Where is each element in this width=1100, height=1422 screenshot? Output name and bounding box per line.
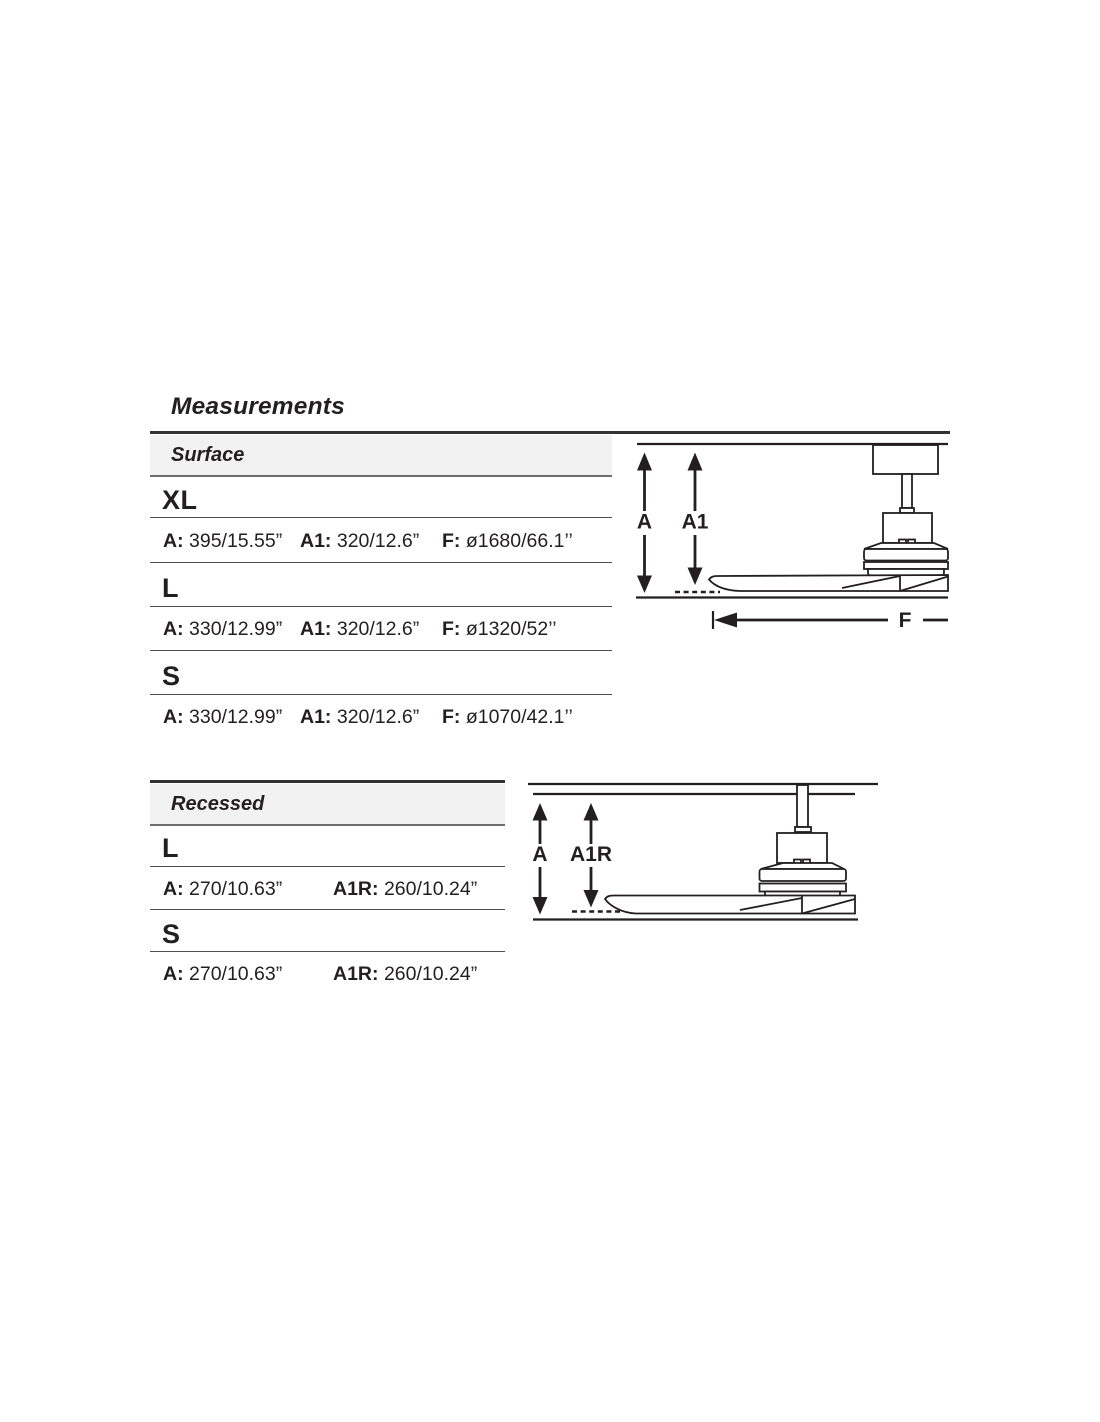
measure-pair [163,877,333,901]
divider [150,562,612,563]
measure-key: A1: [300,530,332,552]
arrow-up-icon [688,453,703,471]
size-label-s-recessed: S [162,919,181,949]
fan-drawing [605,785,855,914]
measure-key: A: [163,530,184,552]
fan-downrod [797,785,808,827]
measure-pair [442,529,573,553]
measure-key: F: [442,618,461,640]
recessed-table-header [150,784,505,824]
measure-value: ø1070/42.1’’ [465,706,573,728]
fan-blade [709,575,948,591]
size-label-xl: XL [162,485,198,515]
arrow-up-icon [637,453,652,471]
recessed-header-label: Recessed [171,792,265,815]
measure-value: 320/12.6” [336,618,420,640]
arrow-left-icon [714,613,737,628]
rotor-housing-band [760,869,847,881]
surface-header-label: Surface [171,443,245,466]
measure-pair [333,962,477,986]
measure-pair [163,529,300,553]
measure-pair [163,705,300,729]
divider [150,650,612,651]
dimension-arrow-a1 [682,453,709,586]
dimension-label-a: A [532,843,548,866]
measure-key: A1: [300,618,332,640]
measure-value: 330/12.99” [189,706,283,728]
measure-pair [442,705,573,729]
dimension-label-a1: A1 [681,510,709,534]
divider [150,909,505,910]
measure-value: 270/10.63” [189,878,283,900]
dimension-arrow-a1r [570,803,612,908]
measurement-row-l-recessed [163,877,477,901]
dimension-arrow-f [713,609,948,632]
measure-key: F: [442,530,461,552]
measure-value: 260/10.24” [383,963,478,985]
dimension-label-f: F [898,609,912,632]
rotor-housing-band [864,549,948,561]
measurement-row-s [163,705,573,729]
fan-drawing [709,445,948,591]
page-title: Measurements [171,393,345,420]
measure-key: F: [442,706,461,728]
measure-pair [333,877,477,901]
surface-diagram [610,425,955,647]
fan-motor [777,833,827,863]
dimension-arrow-a [532,803,547,915]
rotor-flange [864,543,948,549]
measurement-row-l [163,617,557,641]
divider [150,694,612,695]
arrow-down-icon [688,568,703,586]
divider [150,517,612,518]
measure-key: A1R: [333,963,379,985]
rotor-housing-band [760,884,847,892]
measure-key: A: [163,963,184,985]
measure-value: ø1320/52’’ [465,618,557,640]
measure-value: 270/10.63” [189,963,283,985]
measure-value: 260/10.24” [383,878,478,900]
measure-value: ø1680/66.1’’ [465,530,573,552]
measure-key: A1R: [333,878,379,900]
arrow-down-icon [533,897,548,915]
arrow-down-icon [584,890,599,908]
arrow-up-icon [533,803,548,821]
divider [150,951,505,952]
measure-value: 320/12.6” [336,530,420,552]
rotor-housing-band [864,562,948,569]
measure-key: A: [163,618,184,640]
measure-pair [300,705,442,729]
rotor-flange [761,863,844,869]
measure-pair [300,529,442,553]
measure-value: 395/15.55” [189,530,283,552]
fan-downrod [902,474,912,508]
measure-key: A: [163,878,184,900]
fan-motor [883,513,932,543]
size-label-s: S [162,661,181,691]
dimension-arrow-a [637,453,652,594]
measure-pair [163,962,333,986]
dimension-label-a: A [636,510,653,534]
divider [150,780,505,783]
measure-pair [442,617,557,641]
measure-value: 330/12.99” [189,618,283,640]
measure-key: A1: [300,706,332,728]
divider [150,475,612,477]
size-label-l-recessed: L [162,833,179,863]
measurement-row-s-recessed [163,962,477,986]
divider [150,866,505,867]
measure-key: A: [163,706,184,728]
measure-pair [300,617,442,641]
measurement-row-xl [163,529,573,553]
size-label-l: L [162,573,179,603]
arrow-up-icon [584,803,599,821]
divider [150,606,612,607]
divider [150,824,505,826]
measure-value: 320/12.6” [336,706,420,728]
recessed-diagram [500,775,890,927]
fan-blade [605,896,855,914]
dimension-label-a1r: A1R [569,843,613,866]
arrow-down-icon [637,576,652,594]
fan-canopy [873,445,938,474]
surface-table-header [150,435,612,475]
measure-pair [163,617,300,641]
downrod-collar [795,827,811,832]
